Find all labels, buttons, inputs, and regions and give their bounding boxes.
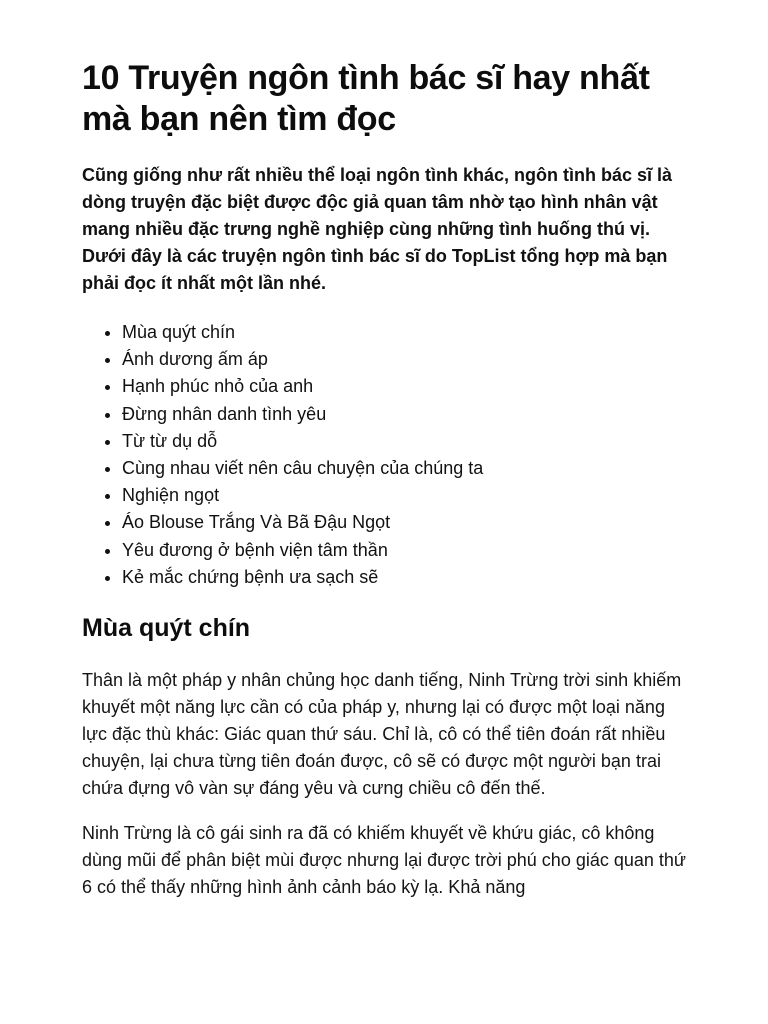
toc-item [122,401,686,428]
toc-item [122,564,686,591]
section-paragraph: Ninh Trừng là cô gái sinh ra đã có khiếm khuyết về khứu giác, cô không dùng mũi để phân biệt mùi được nhưng lại được trời phú cho giác quan thứ 6 có thể thấy những hình ảnh cảnh báo kỳ lạ. Khả năng [82,823,686,898]
toc-item [122,482,686,509]
toc-item [122,346,686,373]
toc-item-label: Cùng nhau viết nên câu chuyện của chúng ta [122,458,484,479]
toc-item [122,509,686,536]
toc-item [122,537,686,564]
toc-item [122,319,686,346]
toc-item-label: Từ từ dụ dỗ [122,430,218,451]
toc-item-label: Ánh dương ấm áp [122,349,268,370]
toc-item-label: Hạnh phúc nhỏ của anh [122,376,314,397]
toc-item-label: Đừng nhân danh tình yêu [122,403,327,424]
toc-item-label: Áo Blouse Trắng Và Bã Đậu Ngọt [122,512,391,533]
toc-item-label: Kẻ mắc chứng bệnh ưa sạch sẽ [122,566,379,587]
table-of-contents [82,319,686,591]
toc-item [122,455,686,482]
article-title: 10 Truyện ngôn tình bác sĩ hay nhất mà bạn nên tìm đọc [82,59,650,138]
toc-item-label: Yêu đương ở bệnh viện tâm thần [122,539,388,560]
toc-item-label: Mùa quýt chín [122,322,236,342]
toc-item-label: Nghiện ngọt [122,485,220,506]
article-intro: Cũng giống như rất nhiều thể loại ngôn tình khác, ngôn tình bác sĩ là dòng truyện đặc biệt được độc giả quan tâm nhờ tạo hình nhân vật mang nhiều đặc trưng nghề nghiệp cùng những tình huống thú vị. Dưới đây là các truyện ngôn tình bác sĩ do TopList tổng hợp mà bạn phải đọc ít nhất một lần nhé. [82,165,673,293]
section-heading: Mùa quýt chín [82,614,251,643]
toc-item [122,428,686,455]
section-paragraph: Thân là một pháp y nhân chủng học danh tiếng, Ninh Trừng trời sinh khiếm khuyết một năng lực cần có của pháp y, nhưng lại có được một loại năng lực đặc thù khác: Giác quan thứ sáu. Chỉ là, cô có thể tiên đoán rất nhiều chuyện, lại chưa từng tiên đoán được, cô sẽ có được một người bạn trai chứa đựng vô vàn sự đáng yêu và cưng chiều cô đến thế. [82,670,682,799]
toc-item [122,373,686,400]
